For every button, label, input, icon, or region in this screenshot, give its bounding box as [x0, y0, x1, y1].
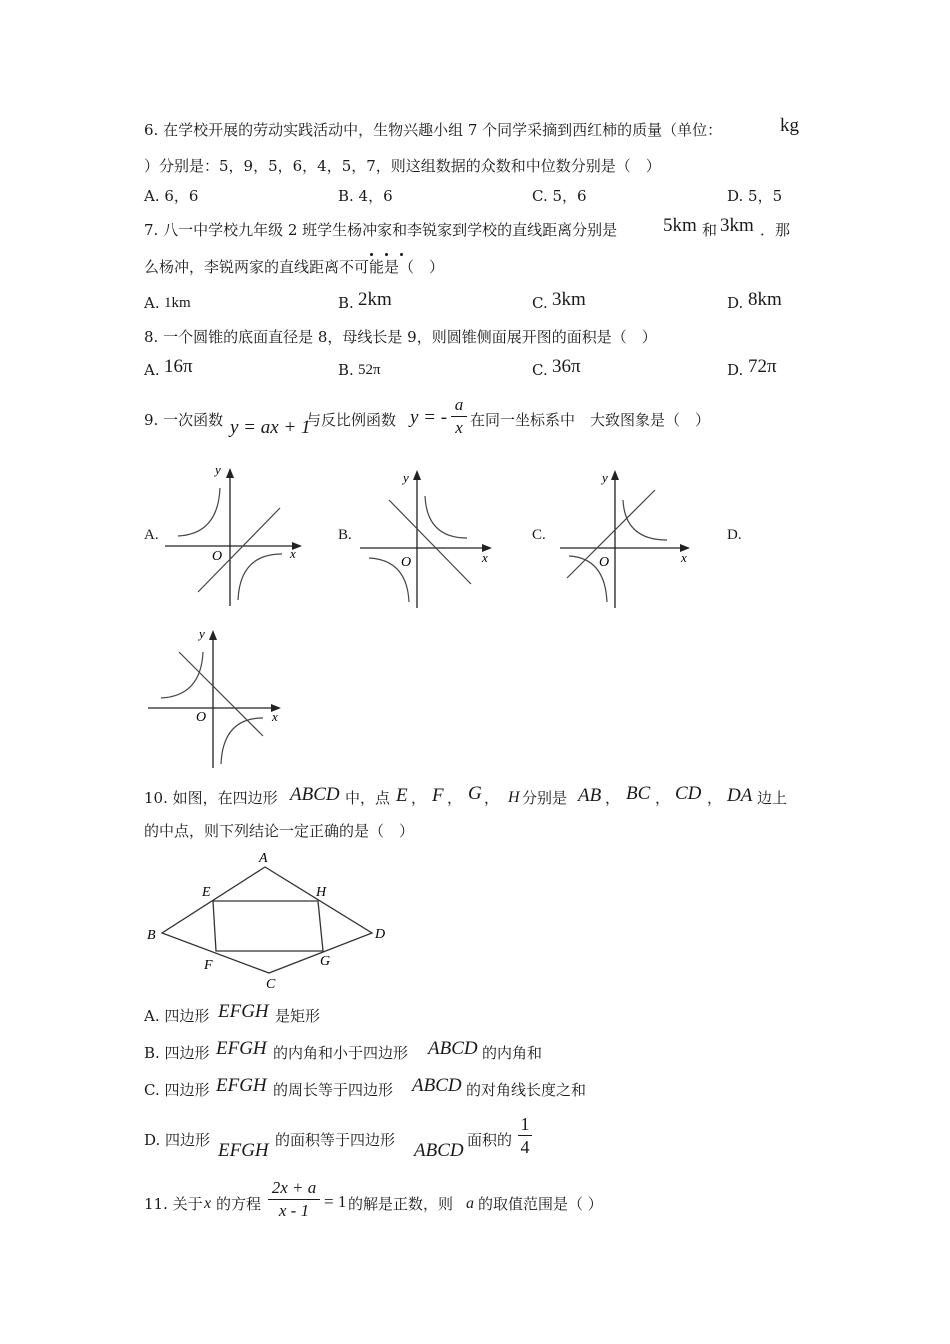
hyperbola-branch	[238, 554, 282, 600]
origin-label: O	[196, 710, 207, 725]
q9-stem-2: 与反比例函数	[306, 411, 397, 429]
fraction-bar	[451, 416, 467, 417]
q10-stem-1c: 分别是	[522, 789, 568, 807]
q9-stem-1: 9. 一次函数	[144, 411, 224, 429]
origin-label: O	[212, 549, 223, 564]
q10-side-cd: CD	[675, 783, 702, 804]
q11-stem-1: 11. 关于	[144, 1195, 203, 1213]
q7-option-d-value: 8km	[748, 289, 782, 310]
q10-figure	[140, 845, 400, 995]
quadrilateral-efgh	[213, 901, 323, 951]
q10-quarter-fraction	[518, 1114, 532, 1157]
linear-line	[389, 500, 471, 584]
emphasis-dot	[385, 253, 388, 256]
q10-option-b-middle: 的内角和小于四边形	[273, 1044, 409, 1062]
q8-option-b-label: B.	[338, 361, 354, 379]
q10-side-da: DA	[727, 785, 753, 806]
q10-option-c-middle: 的周长等于四边形	[273, 1081, 394, 1099]
q9-option-c-label[interactable]: C.	[532, 527, 546, 543]
quarter-denominator: 4	[520, 1137, 530, 1157]
q10-stem-1b: 中，点	[345, 789, 391, 807]
q10-option-c-prefix: C. 四边形	[144, 1081, 210, 1099]
emphasis-dot	[370, 253, 373, 256]
q11-numerator: 2x + a	[271, 1178, 317, 1197]
q7-option-a-value: 1km	[164, 295, 191, 311]
q10-option-a-suffix: 是矩形	[275, 1007, 321, 1025]
q6-option-b: B. 4，6	[338, 187, 393, 205]
q6-option-a: A. 6，6	[144, 187, 199, 205]
q7-stem-2: ．那	[760, 221, 791, 239]
q10-side-ab: AB	[578, 785, 602, 806]
separator: ，	[411, 789, 427, 807]
q7-distance-1: 5km	[663, 215, 697, 236]
q7-option-a-label: A.	[144, 294, 160, 312]
separator: ，	[484, 789, 500, 807]
q9-stem-3: 在同一坐标系中 大致图象是（ ）	[470, 411, 711, 429]
q10-point-f: F	[432, 785, 444, 806]
vertex-c-label: C	[266, 977, 276, 992]
q9-inverse-denominator: x	[455, 418, 463, 437]
q8-option-a-value: 16π	[164, 356, 193, 377]
q10-option-b-suffix: 的内角和	[482, 1044, 543, 1062]
q11-equation-fraction	[268, 1178, 320, 1221]
q11-stem-4: 的取值范围是（ ）	[478, 1195, 603, 1213]
q8-stem: 8. 一个圆锥的底面直径是 8，母线长是 9，则圆锥侧面展开图的面积是（ ）	[144, 328, 657, 346]
hyperbola-branch	[161, 652, 203, 698]
hyperbola-branch	[623, 500, 667, 540]
q6-option-c: C. 5，6	[532, 187, 587, 205]
q7-option-c-value: 3km	[552, 289, 586, 310]
hyperbola-branch	[178, 488, 220, 536]
q10-option-c-abcd: ABCD	[412, 1075, 462, 1096]
q8-option-a-label: A.	[144, 361, 160, 379]
q10-option-d-middle: 的面积等于四边形	[275, 1131, 396, 1149]
x-axis-label: x	[290, 546, 296, 561]
q10-option-d-prefix: D. 四边形	[144, 1131, 211, 1149]
q10-option-d-abcd: ABCD	[414, 1140, 464, 1161]
origin-label: O	[599, 555, 610, 570]
linear-line	[567, 490, 655, 578]
q10-option-c-efgh: EFGH	[216, 1075, 267, 1096]
q9-option-a-label[interactable]: A.	[144, 527, 159, 543]
q11-stem-2: 的方程	[216, 1195, 262, 1213]
q10-option-b-prefix: B. 四边形	[144, 1044, 210, 1062]
vertex-a-label: A	[259, 851, 268, 866]
q10-stem-1d: 边上	[757, 789, 788, 807]
q9-option-d-label[interactable]: D.	[727, 527, 742, 543]
vertex-e-label: E	[202, 885, 211, 900]
q9-option-b-label[interactable]: B.	[338, 527, 352, 543]
origin-label: O	[401, 555, 412, 570]
q7-option-c-label: C.	[532, 294, 548, 312]
q9-graph-a	[160, 458, 310, 608]
q10-point-e: E	[396, 785, 408, 806]
q7-option-d-label: D.	[727, 294, 744, 312]
y-axis-label: y	[403, 470, 409, 485]
q7-option-b-value: 2km	[358, 289, 392, 310]
q9-inverse-lhs: y = -	[410, 407, 448, 428]
q6-stem-2: ）分别是：5，9，5，6，4，5，7，则这组数据的众数和中位数分别是（ ）	[144, 157, 661, 175]
x-axis-label: x	[482, 550, 488, 565]
q7-option-b-label: B.	[338, 294, 354, 312]
fraction-bar	[518, 1135, 532, 1136]
q8-option-b-value: 52π	[358, 362, 381, 378]
q10-option-d-efgh: EFGH	[218, 1140, 269, 1161]
y-axis-arrow	[209, 630, 217, 640]
q8-option-d-value: 72π	[748, 356, 777, 377]
x-axis-label: x	[681, 550, 687, 565]
q10-side-bc: BC	[626, 783, 651, 804]
hyperbola-branch	[425, 496, 467, 538]
y-axis-arrow	[611, 470, 619, 480]
separator: ，	[655, 789, 671, 807]
separator: ，	[447, 789, 463, 807]
q10-option-a-prefix: A. 四边形	[144, 1007, 210, 1025]
y-axis-label: y	[215, 462, 221, 477]
q7-stem-3: 么杨冲，李锐两家的直线距离不可能是（ ）	[144, 258, 445, 276]
vertex-b-label: B	[147, 928, 156, 943]
q10-stem-2: 的中点，则下列结论一定正确的是（ ）	[144, 822, 415, 840]
q9-inverse-numerator: a	[454, 395, 464, 414]
q8-option-d-label: D.	[727, 361, 744, 379]
q11-denominator: x - 1	[278, 1201, 310, 1220]
vertex-h-label: H	[316, 885, 327, 900]
q7-distance-2: 3km	[720, 215, 754, 236]
q10-stem-1a: 10. 如图，在四边形	[144, 789, 278, 807]
linear-line	[179, 652, 263, 736]
q10-option-d-suffix: 面积的	[467, 1131, 513, 1149]
q9-graph-c	[555, 462, 705, 612]
q7-stem-1: 7. 八一中学校九年级 2 班学生杨冲家和李锐家到学校的直线距离分别是	[144, 221, 618, 239]
y-axis-label: y	[602, 470, 608, 485]
x-axis-label: x	[272, 709, 278, 724]
quarter-numerator: 1	[520, 1114, 530, 1134]
q10-point-g: G	[468, 783, 482, 804]
hyperbola-branch	[221, 718, 263, 764]
q9-graph-b	[355, 462, 505, 612]
vertex-g-label: G	[320, 954, 331, 969]
q10-option-b-efgh: EFGH	[216, 1038, 267, 1059]
q10-option-b-abcd: ABCD	[428, 1038, 478, 1059]
quadrilateral-abcd	[162, 867, 372, 973]
q6-option-d: D. 5，5	[727, 187, 783, 205]
y-axis-arrow	[413, 470, 421, 480]
separator: ，	[605, 789, 621, 807]
y-axis-arrow	[226, 468, 234, 478]
fraction-bar	[268, 1199, 320, 1200]
vertex-f-label: F	[204, 958, 213, 973]
q6-unit: kg	[780, 115, 799, 136]
q10-quad-abcd: ABCD	[290, 784, 340, 805]
q9-graph-d	[143, 618, 293, 770]
y-axis-label: y	[199, 626, 205, 641]
q9-linear-function: y = ax + 1	[230, 417, 311, 438]
q11-stem-3: 的解是正数，则	[348, 1195, 454, 1213]
q9-inverse-fraction	[451, 395, 467, 438]
emphasis-dot	[400, 253, 403, 256]
q6-stem-1: 6. 在学校开展的劳动实践活动中，生物兴趣小组 7 个同学采摘到西红柿的质量（单位：	[144, 121, 723, 139]
q10-option-c-suffix: 的对角线长度之和	[466, 1081, 587, 1099]
q7-and: 和	[702, 221, 718, 239]
q10-option-a-efgh: EFGH	[218, 1001, 269, 1022]
q11-rhs: = 1	[324, 1192, 347, 1211]
separator: ，	[707, 789, 723, 807]
q11-variable-a: a	[466, 1195, 474, 1212]
q10-point-h: H	[508, 789, 520, 806]
q8-option-c-value: 36π	[552, 356, 581, 377]
q8-option-c-label: C.	[532, 361, 548, 379]
q11-variable-x: x	[204, 1195, 212, 1212]
vertex-d-label: D	[375, 927, 386, 942]
